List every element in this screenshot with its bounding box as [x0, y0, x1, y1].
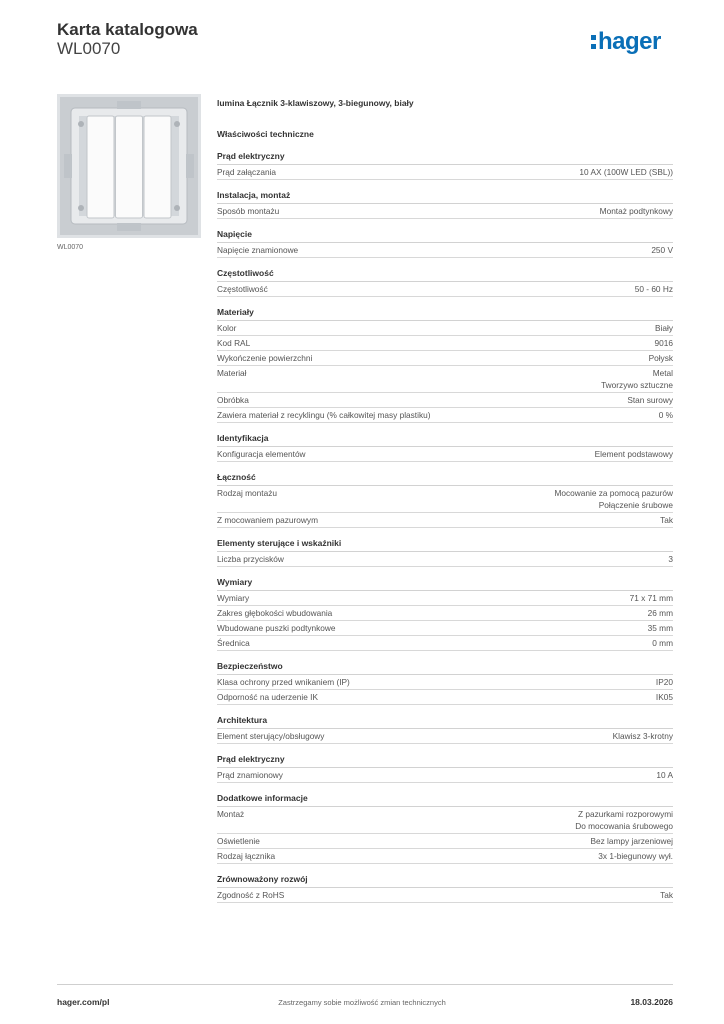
spec-row [217, 351, 673, 366]
spec-value-line: 10 AX (100W LED (SBL)) [579, 167, 673, 177]
product-code: WL0070 [57, 39, 121, 58]
spec-label: Rodzaj montażu [217, 488, 277, 498]
spec-value-line: 250 V [651, 245, 673, 255]
spec-label: Materiał [217, 368, 247, 378]
spec-row [217, 282, 673, 297]
footer-site[interactable]: hager.com/pl [57, 997, 110, 1007]
spec-value-line: Stan surowy [627, 395, 673, 405]
spec-value [655, 322, 673, 334]
spec-value-line: Mocowanie za pomocą pazurów [554, 488, 673, 498]
spec-value-line: IP20 [655, 677, 673, 687]
spec-value [598, 850, 673, 862]
hager-logo [591, 27, 661, 57]
group-title: Elementy sterujące i wskaźniki [217, 537, 673, 552]
spec-value [649, 352, 673, 364]
logo-colon-icon [591, 35, 596, 49]
footer-divider [57, 984, 673, 985]
spec-row [217, 768, 673, 783]
spec-row [217, 606, 673, 621]
spec-row [217, 636, 673, 651]
spec-value [595, 448, 673, 460]
spec-label: Kolor [217, 323, 237, 333]
spec-value-line: 0 mm [652, 638, 673, 648]
spec-label: Wymiary [217, 593, 250, 603]
spec-value-line: 3 [668, 554, 673, 564]
spec-label: Obróbka [217, 395, 249, 405]
spec-group [217, 471, 673, 528]
spec-value-line: Z pazurkami rozporowymi [578, 809, 673, 819]
spec-value-line: Połysk [648, 353, 673, 363]
page-title: Karta katalogowa [57, 20, 198, 39]
spec-value-line: 0 % [658, 410, 673, 420]
group-title: Prąd elektryczny [217, 150, 673, 165]
spec-label: Zawiera materiał z recyklingu (% całkowitej masy plastiku) [217, 410, 431, 420]
spec-label: Prąd znamionowy [217, 770, 283, 780]
spec-row [217, 393, 673, 408]
spec-row [217, 807, 673, 834]
spec-label: Odporność na uderzenie IK [217, 692, 319, 702]
group-title: Architektura [217, 714, 673, 729]
spec-label: Prąd załączania [217, 167, 277, 177]
spec-groups [217, 150, 673, 903]
spec-group [217, 660, 673, 705]
group-title: Dodatkowe informacje [217, 792, 673, 807]
spec-group [217, 753, 673, 783]
spec-value [590, 835, 673, 847]
spec-group [217, 792, 673, 864]
spec-value-line: 9016 [654, 338, 673, 348]
spec-value [579, 166, 673, 178]
spec-group [217, 306, 673, 423]
spec-label: Konfiguracja elementów [217, 449, 306, 459]
product-title: lumina Łącznik 3-klawiszowy, 3-biegunowy, biały [217, 98, 414, 108]
group-title: Identyfikacja [217, 432, 673, 447]
spec-row [217, 204, 673, 219]
spec-group [217, 714, 673, 744]
spec-group [217, 267, 673, 297]
spec-value [648, 622, 673, 634]
spec-value [652, 637, 673, 649]
spec-group [217, 228, 673, 258]
spec-value-line: Tak [660, 515, 673, 525]
spec-row [217, 690, 673, 705]
spec-row [217, 675, 673, 690]
spec-label: Z mocowaniem pazurowym [217, 515, 318, 525]
spec-value [554, 487, 673, 511]
spec-value [600, 205, 673, 217]
spec-row [217, 408, 673, 423]
spec-group [217, 150, 673, 180]
spec-label: Napięcie znamionowe [217, 245, 299, 255]
spec-label: Sposób montażu [217, 206, 280, 216]
spec-value [668, 553, 673, 565]
spec-label: Oświetlenie [217, 836, 260, 846]
spec-label: Wbudowane puszki podtynkowe [217, 623, 336, 633]
spec-value-line: 3x 1-biegunowy wył. [598, 851, 673, 861]
group-title: Łączność [217, 471, 673, 486]
spec-value [613, 730, 673, 742]
spec-row [217, 834, 673, 849]
spec-value-line: Element podstawowy [594, 449, 673, 459]
spec-value [601, 367, 673, 391]
group-title: Częstotliwość [217, 267, 673, 282]
spec-row [217, 447, 673, 462]
spec-row [217, 729, 673, 744]
spec-value [656, 691, 673, 703]
spec-row [217, 243, 673, 258]
spec-label: Częstotliwość [217, 284, 268, 294]
spec-row [217, 165, 673, 180]
spec-value [660, 514, 673, 526]
section-title: Właściwości techniczne [217, 129, 314, 139]
triple-switch-image [57, 94, 201, 238]
spec-value-line: 35 mm [647, 623, 673, 633]
spec-value-line: Do mocowania śrubowego [575, 821, 673, 831]
spec-row [217, 336, 673, 351]
spec-row [217, 513, 673, 528]
group-title: Prąd elektryczny [217, 753, 673, 768]
group-title: Instalacja, montaż [217, 189, 673, 204]
logo-text: hager [598, 28, 661, 55]
group-title: Bezpieczeństwo [217, 660, 673, 675]
spec-value-line: Tak [660, 890, 673, 900]
spec-value [659, 409, 673, 421]
spec-value [635, 283, 673, 295]
spec-value [627, 394, 673, 406]
spec-label: Kod RAL [217, 338, 251, 348]
spec-value-line: Montaż podtynkowy [599, 206, 673, 216]
spec-value-line: 71 x 71 mm [629, 593, 673, 603]
footer-date: 18.03.2026 [630, 997, 673, 1007]
spec-group [217, 873, 673, 903]
spec-value-line: Połączenie śrubowe [598, 500, 673, 510]
spec-label: Zgodność z RoHS [217, 890, 285, 900]
spec-group [217, 189, 673, 219]
group-title: Materiały [217, 306, 673, 321]
spec-value-line: Klawisz 3-krotny [612, 731, 673, 741]
spec-row [217, 486, 673, 513]
spec-value-line: Bez lampy jarzeniowej [590, 836, 673, 846]
group-title: Zrównoważony rozwój [217, 873, 673, 888]
spec-row [217, 591, 673, 606]
spec-row [217, 849, 673, 864]
spec-group [217, 576, 673, 651]
footer-note: Zastrzegamy sobie możliwość zmian technicznych [278, 998, 446, 1007]
spec-group [217, 537, 673, 567]
spec-label: Średnica [217, 638, 250, 648]
spec-label: Klasa ochrony przed wnikaniem (IP) [217, 677, 350, 687]
spec-row [217, 621, 673, 636]
spec-row [217, 552, 673, 567]
spec-value [575, 808, 673, 832]
spec-value-line: Tworzywo sztuczne [601, 380, 673, 390]
group-title: Wymiary [217, 576, 673, 591]
spec-label: Element sterujący/obsługowy [217, 731, 325, 741]
image-caption: WL0070 [57, 244, 84, 251]
spec-label: Wykończenie powierzchni [217, 353, 313, 363]
spec-value [651, 244, 673, 256]
spec-row [217, 366, 673, 393]
spec-value [655, 337, 673, 349]
spec-value [656, 676, 673, 688]
spec-label: Zakres głębokości wbudowania [217, 608, 333, 618]
spec-label: Rodzaj łącznika [217, 851, 276, 861]
spec-value [648, 607, 673, 619]
spec-row [217, 321, 673, 336]
spec-group [217, 432, 673, 462]
spec-value [660, 889, 673, 901]
spec-value [656, 769, 673, 781]
spec-value-line: Biały [655, 323, 673, 333]
spec-value-line: 26 mm [647, 608, 673, 618]
spec-value-line: Metal [652, 368, 673, 378]
group-title: Napięcie [217, 228, 673, 243]
spec-row [217, 888, 673, 903]
spec-value-line: 50 - 60 Hz [634, 284, 673, 294]
spec-label: Liczba przycisków [217, 554, 284, 564]
spec-value [630, 592, 673, 604]
spec-value-line: IK05 [655, 692, 673, 702]
spec-value-line: 10 A [656, 770, 673, 780]
spec-label: Montaż [217, 809, 245, 819]
spec-content [217, 96, 673, 903]
